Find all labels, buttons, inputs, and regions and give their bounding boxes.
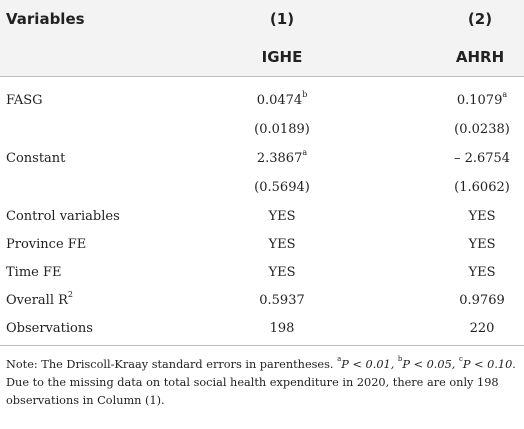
- cell-col1: 0.0474$^b$: [256, 89, 308, 108]
- table-row: [0, 145, 524, 173]
- cell-col2: YES: [468, 237, 496, 252]
- cell-col2: (1.6062): [454, 180, 510, 195]
- table-row: [0, 315, 524, 343]
- cell-col1: (0.5694): [254, 180, 310, 195]
- cell-col2: 0.1079$^a$: [456, 89, 508, 108]
- cell-col1: YES: [268, 265, 296, 280]
- table-row: [0, 259, 524, 287]
- row-label: Control variables: [6, 209, 120, 224]
- row-label: FASG: [6, 93, 43, 108]
- table-row: [0, 203, 524, 231]
- table-header-row-2: [0, 38, 524, 77]
- row-label: Constant: [6, 151, 66, 166]
- row-label: Observations: [6, 321, 93, 336]
- variables-header: Variables: [6, 10, 85, 28]
- table-header-row-1: [0, 0, 524, 38]
- cell-col1: 2.3867$^a$: [256, 147, 308, 166]
- cell-col1: 198: [269, 321, 295, 336]
- row-label: Time FE: [6, 265, 62, 280]
- table-note: Note: The Driscoll-Kraay standard errors in parentheses. $^a$P < 0.01, $^b$P < 0.05, $^c$P < 0.10. Due to the missing data on total social health expenditure in 2020, there are only 198 observations in Column (1).: [6, 355, 516, 407]
- table-row: [0, 231, 524, 259]
- cell-col2: YES: [468, 209, 496, 224]
- column-2-name: AHRH: [455, 48, 505, 66]
- cell-col2: – 2.6754: [453, 151, 511, 166]
- table-row: [0, 174, 524, 202]
- cell-col2: (0.0238): [454, 122, 510, 137]
- cell-col1: YES: [268, 237, 296, 252]
- row-label: Overall $R^2$: [6, 289, 73, 308]
- cell-col1: YES: [268, 209, 296, 224]
- column-1-number: (1): [269, 10, 295, 28]
- cell-col1: (0.0189): [254, 122, 310, 137]
- column-2-number: (2): [467, 10, 493, 28]
- column-1-name: IGHE: [261, 48, 303, 66]
- cell-col1: 0.5937: [259, 293, 305, 308]
- table-row: [0, 116, 524, 144]
- table-bottom-rule: [0, 345, 524, 346]
- table-row: [0, 87, 524, 115]
- row-label: Province FE: [6, 237, 87, 252]
- cell-col2: 0.9769: [459, 293, 505, 308]
- cell-col2: 220: [469, 321, 495, 336]
- table-row: [0, 287, 524, 315]
- cell-col2: YES: [468, 265, 496, 280]
